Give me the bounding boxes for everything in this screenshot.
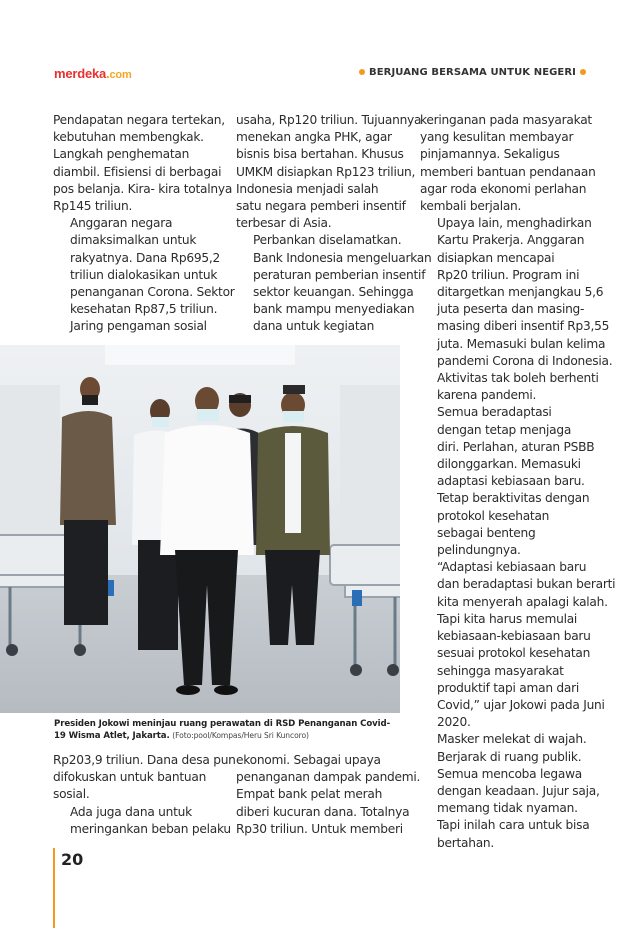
text-line: sektor keuangan. Sehingga bbox=[253, 285, 414, 300]
text-line: kesehatan Rp87,5 triliun. bbox=[70, 302, 218, 317]
text-line: memberi bantuan pendanaan bbox=[420, 164, 596, 179]
bullet-icon bbox=[359, 69, 365, 75]
text-line: Tapi kita harus memulai bbox=[437, 611, 578, 626]
bullet-icon bbox=[580, 69, 586, 75]
text-line: Empat bank pelat merah bbox=[236, 787, 383, 802]
text-line: masing diberi insentif Rp3,55 bbox=[437, 319, 610, 334]
paragraph bbox=[420, 731, 600, 851]
text-line: usaha, Rp120 triliun. Tujuannya bbox=[236, 113, 422, 127]
text-line: penanganan Corona. Sektor bbox=[70, 285, 235, 300]
text-line: memang tidak nyaman. bbox=[437, 801, 578, 816]
text-line: dana untuk kegiatan bbox=[253, 319, 375, 334]
text-line: Covid,” ujar Jokowi pada Juni bbox=[437, 697, 605, 712]
logo: merdeka.com bbox=[54, 66, 132, 81]
text-line: ekonomi. Sebagai upaya bbox=[236, 753, 381, 767]
text-line: triliun dialokasikan untuk bbox=[70, 267, 218, 282]
text-line: pos belanja. Kira- kira totalnya bbox=[53, 181, 233, 196]
text-line: Anggaran negara bbox=[70, 216, 173, 231]
article-column-1 bbox=[53, 112, 235, 336]
text-line: terbesar di Asia. bbox=[236, 216, 332, 231]
text-line: kita menyerah apalagi kalah. bbox=[437, 594, 608, 609]
text-line: bank mampu menyediakan bbox=[253, 302, 415, 317]
text-line: Langkah penghematan bbox=[53, 147, 190, 162]
paragraph bbox=[53, 752, 236, 804]
photo-credit: (Foto:pool/Kompas/Heru Sri Kuncoro) bbox=[172, 731, 309, 740]
text-line: Rp20 triliun. Program ini bbox=[437, 267, 580, 282]
text-line: disiapkan mencapai bbox=[437, 250, 555, 265]
text-line: peraturan pemberian insentif bbox=[253, 267, 426, 282]
page-rule bbox=[53, 848, 55, 928]
text-line: dengan keadaan. Jujur saja, bbox=[437, 783, 600, 798]
paragraph bbox=[236, 232, 432, 335]
text-line: Pendapatan negara tertekan, bbox=[53, 113, 225, 127]
article-column-4 bbox=[53, 752, 236, 838]
text-line: Perbankan diselamatkan. bbox=[253, 233, 402, 248]
paragraph bbox=[420, 559, 616, 731]
text-line: Jaring pengaman sosial bbox=[70, 319, 207, 334]
text-line: diberi kucuran dana. Totalnya bbox=[236, 804, 410, 819]
text-line: dilonggarkan. Memasuki bbox=[437, 457, 581, 472]
paragraph bbox=[236, 112, 422, 232]
text-line: Kartu Prakerja. Anggaran bbox=[437, 233, 585, 248]
text-line: dimaksimalkan untuk bbox=[70, 233, 197, 248]
paragraph bbox=[236, 752, 421, 838]
text-line: sosial. bbox=[53, 787, 90, 802]
text-line: sesuai protokol kesehatan bbox=[437, 646, 591, 661]
text-line: dan beradaptasi bukan berarti bbox=[437, 577, 616, 592]
text-line: kebiasaan-kebiasaan baru bbox=[437, 629, 591, 644]
text-line: dengan tetap menjaga bbox=[437, 422, 572, 437]
page-number: 20 bbox=[61, 850, 84, 869]
text-line: pandemi Corona di Indonesia. bbox=[437, 353, 613, 368]
text-line: “Adaptasi kebiasaan baru bbox=[437, 560, 587, 575]
text-line: kebutuhan membengkak. bbox=[53, 130, 204, 145]
text-line: juta peserta dan masing- bbox=[437, 302, 585, 317]
text-line: produktif tapi aman dari bbox=[437, 680, 580, 695]
article-column-2 bbox=[236, 112, 432, 336]
text-line: Rp145 triliun. bbox=[53, 199, 133, 214]
photo-caption: Presiden Jokowi meninjau ruang perawatan di RSD Penanganan Covid-19 Wisma Atlet, Jakarta. (Foto:pool/Kompas/Heru Sri Kuncoro) bbox=[54, 719, 391, 741]
text-line: keringanan pada masyarakat bbox=[420, 113, 592, 127]
text-line: sehingga masyarakat bbox=[437, 663, 564, 678]
text-line: adaptasi kebiasaan baru. bbox=[437, 474, 585, 489]
text-line: Tetap beraktivitas dengan bbox=[437, 491, 590, 506]
text-line: Rp203,9 triliun. Dana desa pun bbox=[53, 753, 236, 767]
text-line: Upaya lain, menghadirkan bbox=[437, 216, 592, 231]
paragraph bbox=[53, 215, 235, 335]
paragraph bbox=[53, 804, 231, 838]
text-line: agar roda ekonomi perlahan bbox=[420, 181, 587, 196]
text-line: sebagai benteng bbox=[437, 525, 536, 540]
text-line: yang kesulitan membayar bbox=[420, 130, 574, 145]
text-line: Semua mencoba legawa bbox=[437, 766, 583, 781]
section-tag: BERJUANG BERSAMA UNTUK NEGERI bbox=[359, 67, 586, 78]
text-line: diri. Perlahan, aturan PSBB bbox=[437, 439, 595, 454]
text-line: juta. Memasuki bulan kelima bbox=[437, 336, 606, 351]
text-line: protokol kesehatan bbox=[437, 508, 550, 523]
article-column-3 bbox=[420, 112, 616, 852]
text-line: diambil. Efisiensi di berbagai bbox=[53, 164, 222, 179]
news-photo bbox=[0, 345, 400, 713]
text-line: Rp30 triliun. Untuk memberi bbox=[236, 821, 403, 836]
text-line: meringankan beban pelaku bbox=[70, 821, 231, 836]
text-line: satu negara pemberi insentif bbox=[236, 199, 406, 214]
paragraph bbox=[53, 112, 233, 215]
text-line: karena pandemi. bbox=[437, 388, 537, 403]
text-line: Indonesia menjadi salah bbox=[236, 181, 379, 196]
text-line: Semua beradaptasi bbox=[437, 405, 552, 420]
text-line: Ada juga dana untuk bbox=[70, 804, 192, 819]
text-line: difokuskan untuk bantuan bbox=[53, 770, 207, 785]
text-line: bisnis bisa bertahan. Khusus bbox=[236, 147, 404, 162]
text-line: bertahan. bbox=[437, 835, 495, 850]
text-line: menekan angka PHK, agar bbox=[236, 130, 392, 145]
text-line: penanganan dampak pandemi. bbox=[236, 770, 421, 785]
text-line: UMKM disiapkan Rp123 triliun, bbox=[236, 164, 416, 179]
text-line: Masker melekat di wajah. bbox=[437, 732, 587, 747]
text-line: rakyatnya. Dana Rp695,2 bbox=[70, 250, 220, 265]
text-line: Bank Indonesia mengeluarkan bbox=[253, 250, 432, 265]
text-line: ditargetkan menjangkau 5,6 bbox=[437, 285, 604, 300]
text-line: pinjamannya. Sekaligus bbox=[420, 147, 560, 162]
article-column-5 bbox=[236, 752, 421, 838]
paragraph bbox=[420, 404, 595, 559]
paragraph bbox=[420, 112, 596, 215]
text-line: Berjarak di ruang publik. bbox=[437, 749, 582, 764]
text-line: pelindungnya. bbox=[437, 543, 521, 558]
text-line: kembali berjalan. bbox=[420, 199, 522, 214]
text-line: 2020. bbox=[437, 715, 471, 730]
text-line: Tapi inilah cara untuk bisa bbox=[437, 818, 590, 833]
text-line: Aktivitas tak boleh berhenti bbox=[437, 371, 599, 386]
paragraph bbox=[420, 215, 613, 404]
